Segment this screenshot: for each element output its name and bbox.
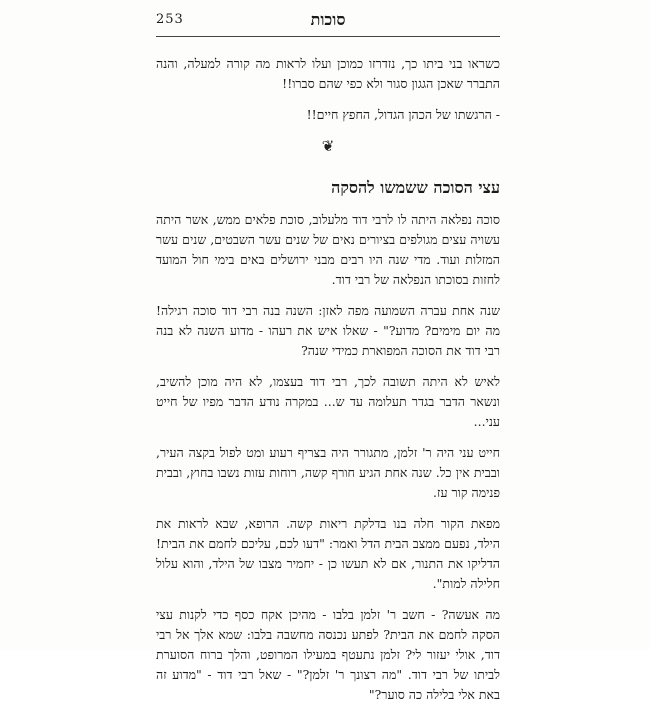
page-number: 253 xyxy=(156,12,184,27)
paragraph: מפאת הקור חלה בנו בדלקת ריאות קשה. הרופא, שבא לראות את הילד, נפעם ממצב הבית הדל ואמר: "דעו לכם, עליכם לחמם את הבית! הדליקו את התנור, אם לא תעשו כן - יחמיר מצבו של הילד, והוא עלול חלילה למות". xyxy=(156,516,500,591)
paragraph: - הרגשתו של הכהן הגדול, החפץ חיים!! xyxy=(306,107,500,122)
section-title: עצי הסוכה ששמשו להסקה xyxy=(331,178,500,197)
paragraph: שנה אחת עברה השמועה מפה לאזן: השנה בנה רבי דוד סוכה רגילה! מה יום מימים? מדוע?" - שאלו איש את רעהו - מדוע השנה לא בנה רבי דוד את הסוכה המפוארת כמידי שנה? xyxy=(156,303,500,358)
paragraph: כשראו בני ביתו כך, נזדרזו כמוכן ועלו לראות מה קורה למעלה, והנה התברר שאכן הגגון סגור ולא כפי שהם סברו!! xyxy=(156,56,500,91)
header-rule xyxy=(156,36,500,37)
page-header xyxy=(156,12,500,32)
paragraph: חייט עני היה ר' זלמן, מתגורר היה בצריף רעוע ומט לפול בקצה העיר, ובבית אין כל. שנה אחת הגיע חורף קשה, רוחות עזות נשבו בחוץ, ובבית פנימה קור עז. xyxy=(156,445,500,500)
paragraph: מה אעשה? - חשב ר' זלמן בלבו - מהיכן אקח כסף כדי לקנות עצי הסקה לחמם את הבית? לפתע נכנסה מחשבה בלבו: שמא אלך אל רבי דוד, אולי יעזור לי? זלמן נתעטף במעילו המרופט, והלך ברוח הסוערת לביתו של רבי דוד. "מה רצונך ר' זלמן?" - שאל רבי דוד - "מדוע זה באת אלי בלילה כה סוער?" xyxy=(156,607,500,702)
running-title: סוכות xyxy=(310,10,346,29)
paragraph: סוכה נפלאה היתה לו לרבי דוד מלעלוב, סוכת פלאים ממש, אשר היתה עשויה עצים מגולפים בציורים נאים של שנים עשר השבטים, שנים עשר המזלות ועוד. מדי שנה היו רבים מבני ירושלים באים בימי חול המועד לחזות בסוכתו הנפלאה של רבי דוד. xyxy=(156,212,500,287)
page-body xyxy=(156,54,500,716)
flourish-ornament: ❦ xyxy=(321,137,335,155)
paragraph: לאיש לא היתה תשובה לכך, רבי דוד בעצמו, לא היה מוכן להשיב, ונשאר הדבר בגדר תעלומה עד ש... במקרה נודע הדבר מפיו של חייט עני... xyxy=(156,374,500,429)
